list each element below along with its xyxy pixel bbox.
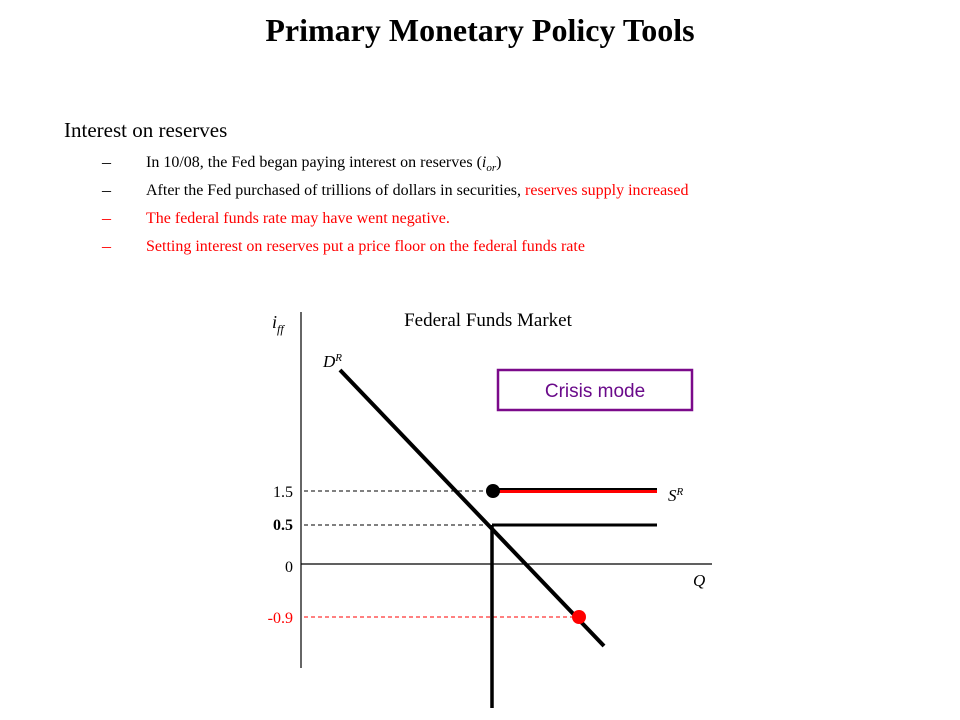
bullet-text-part: After the Fed purchased of trillions of dollars in securities, xyxy=(146,182,526,199)
interest-symbol: i xyxy=(481,154,487,171)
tick-label-0-5: 0.5 xyxy=(273,517,293,534)
equilibrium-point-neg-0-9 xyxy=(572,610,586,624)
bullet-text-highlight: reserves supply increased xyxy=(525,182,689,199)
interest-subscript: or xyxy=(486,162,497,175)
demand-label: $D^R$ xyxy=(323,352,343,371)
tick-label-neg-0-9: -0.9 xyxy=(267,610,293,627)
supply-label: $S^R$ xyxy=(668,486,684,505)
demand-curve xyxy=(340,370,604,646)
tick-label-1-5: 1.5 xyxy=(273,484,293,501)
equilibrium-point-1-5 xyxy=(486,484,500,498)
section-heading: Interest on reserves xyxy=(64,118,228,142)
crisis-mode-label: Crisis mode xyxy=(544,381,646,402)
x-axis-label: Q xyxy=(693,571,706,590)
bullet-dash: – xyxy=(102,152,111,172)
slide-title: Primary Monetary Policy Tools xyxy=(265,12,695,48)
tick-label-0: 0 xyxy=(285,559,293,576)
bullet-text: Setting interest on reserves put a price floor on the federal funds rate xyxy=(146,238,585,255)
bullet-dash: – xyxy=(102,236,111,256)
y-axis-label: $i_{ff}$ xyxy=(272,312,284,336)
bullet-text-part: In 10/08, the Fed began paying interest on reserves ( xyxy=(146,154,482,171)
diagram-title: Federal Funds Market xyxy=(404,310,572,331)
bullet-text-part: ) xyxy=(496,154,502,171)
bullet-text: The federal funds rate may have went negative. xyxy=(146,210,450,227)
bullet-dash: – xyxy=(102,208,111,228)
bullet-dash: – xyxy=(102,180,111,200)
